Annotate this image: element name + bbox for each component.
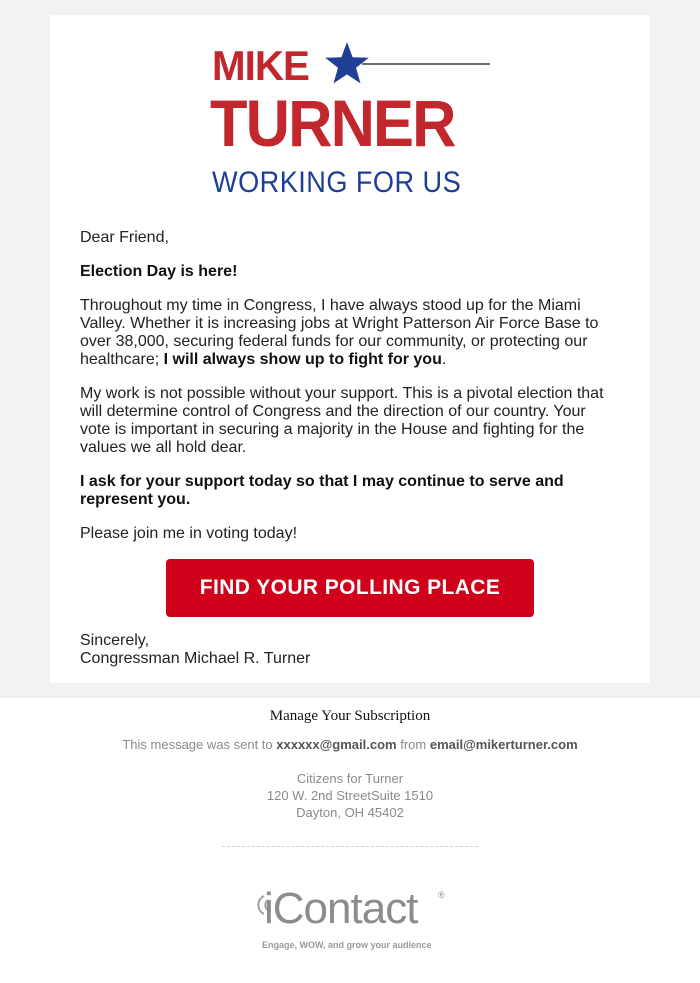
- logo-rule: [362, 63, 490, 65]
- icontact-wordmark: iContact: [264, 884, 418, 933]
- manage-subscription-link[interactable]: Manage Your Subscription: [269, 708, 431, 724]
- icontact-tagline: Engage, WOW, and grow your audience: [262, 940, 432, 950]
- paragraph-support: My work is not possible without your support. This is a pivotal election that will determine control of Congress and the direction of our country. Your vote is important in securing a majority in the House and fighting for the values we all hold dear.: [80, 385, 604, 456]
- signoff: Sincerely,: [80, 632, 150, 649]
- logo-tagline: WORKING FOR US: [212, 166, 462, 199]
- logo-mike: MIKE: [212, 42, 309, 89]
- logo-turner: TURNER: [210, 86, 455, 160]
- paragraph-record: [80, 297, 612, 369]
- sent-from-word: from: [396, 737, 430, 752]
- paragraph-record-bold: I will always show up to fight for you: [163, 351, 442, 368]
- sent-notice: [0, 737, 700, 752]
- paragraph-record-end: .: [441, 351, 447, 368]
- letter-body: [80, 229, 612, 559]
- recipient-email: xxxxxx@gmail.com: [276, 737, 397, 752]
- paragraph-ask: I ask for your support today so that I may continue to serve and represent you.: [80, 473, 564, 508]
- sender-email: email@mikerturner.com: [429, 737, 578, 752]
- campaign-logo: [210, 40, 512, 199]
- registered-mark: ®: [438, 890, 445, 900]
- footer-divider: [222, 846, 478, 847]
- icontact-logo[interactable]: [252, 886, 452, 956]
- mailing-address: [0, 770, 700, 821]
- email-footer: [0, 698, 700, 983]
- email-card: [50, 15, 650, 683]
- paragraph-closing: Please join me in voting today!: [80, 525, 298, 542]
- sent-prefix: This message was sent to: [122, 737, 277, 752]
- signature: Congressman Michael R. Turner: [80, 650, 311, 667]
- greeting: Dear Friend,: [80, 229, 169, 246]
- address-org: Citizens for Turner: [296, 771, 404, 786]
- signoff-block: [80, 632, 310, 668]
- address-street: 120 W. 2nd StreetSuite 1510: [266, 788, 434, 803]
- address-city: Dayton, OH 45402: [296, 805, 404, 820]
- headline: Election Day is here!: [80, 263, 238, 280]
- find-polling-place-button[interactable]: FIND YOUR POLLING PLACE: [166, 559, 534, 617]
- paragraph-record-text: Throughout my time in Congress, I have always stood up for the Miami Valley. Whether it is increasing jobs at Wright Patterson Air Force Base to over 38,000, securing federal funds for our community, or protecting our healthcare;: [80, 297, 599, 368]
